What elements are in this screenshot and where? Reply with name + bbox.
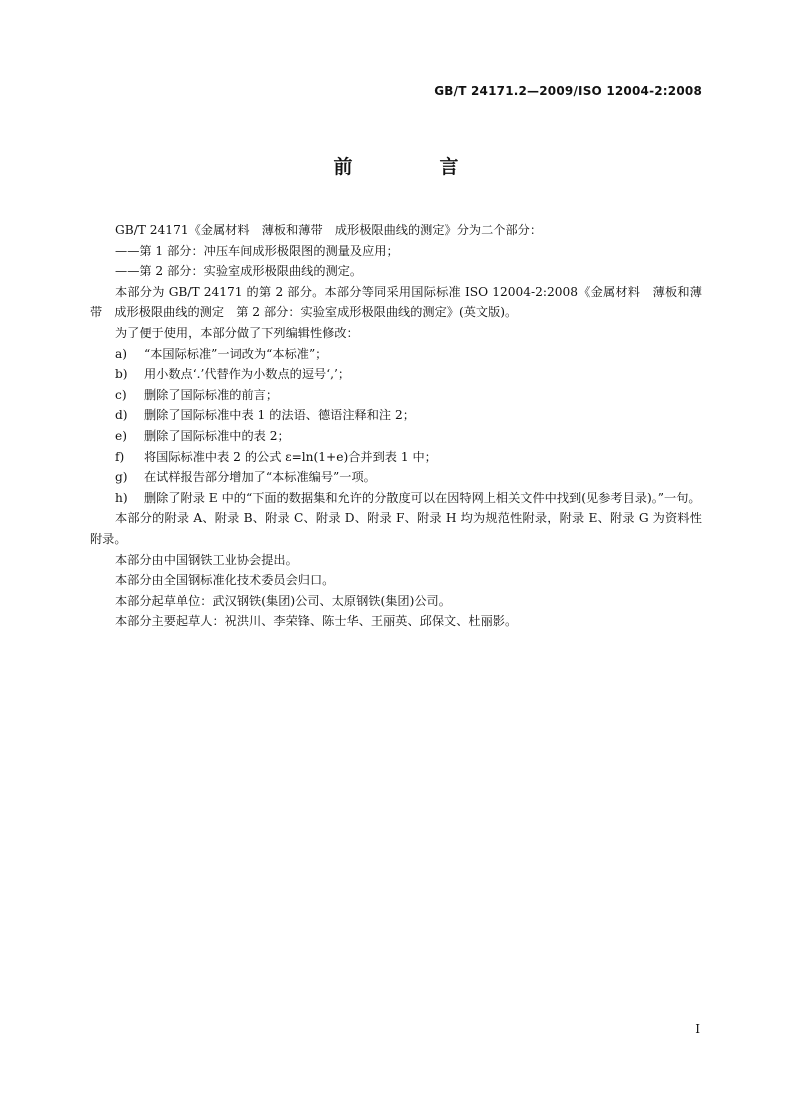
list-marker: h) — [115, 490, 128, 505]
paragraph: 本部分起草单位：武汉钢铁(集团)公司、太原钢铁(集团)公司。 — [115, 593, 451, 608]
list-item-text: 删除了国际标准中表 1 的法语、德语注释和注 2； — [144, 408, 415, 423]
paragraph: 本部分由全国钢标准化技术委员会归口。 — [115, 573, 335, 588]
paragraph: 本部分由中国钢铁工业协会提出。 — [115, 552, 298, 567]
list-item — [90, 344, 702, 365]
list-item-text: 将国际标准中表 2 的公式 ε=ln(1+e)合并到表 1 中； — [144, 449, 437, 464]
list-marker: a) — [115, 346, 128, 361]
list-item-text: 删除了附录 E 中的“下面的数据集和允许的分散度可以在因特网上相关文件中找到(见参考目录)。”一句。 — [144, 490, 701, 505]
paragraph: ——第 1 部分：冲压车间成形极限图的测量及应用； — [115, 243, 399, 258]
list-marker: c) — [115, 387, 127, 402]
list-marker: g) — [115, 470, 128, 485]
page-number: I — [695, 1022, 700, 1036]
list-item-text: 删除了国际标准的前言； — [144, 387, 279, 402]
paragraph: 本部分主要起草人：祝洪川、李荣锋、陈士华、王丽英、邱保文、杜丽影。 — [115, 614, 518, 629]
paragraph: 本部分的附录 A、附录 B、附录 C、附录 D、附录 F、附录 H 均为规范性附录，附录 E、附录 G 为资料性附录。 — [90, 511, 702, 546]
list-item — [90, 364, 702, 385]
list-marker: f) — [115, 449, 125, 464]
list-marker: e) — [115, 428, 127, 443]
standard-code-header: GB/T 24171.2—2009/ISO 12004-2:2008 — [434, 84, 702, 98]
paragraph: GB/T 24171《金属材料 薄板和薄带 成形极限曲线的测定》分为二个部分： — [115, 223, 543, 237]
list-item — [90, 385, 702, 406]
list-item — [90, 426, 702, 447]
list-marker: b) — [115, 367, 128, 382]
list-item-text: 用小数点‘.’代替作为小数点的逗号‘,’； — [144, 367, 351, 382]
paragraph: 本部分为 GB/T 24171 的第 2 部分。本部分等同采用国际标准 ISO 12004-2:2008《金属材料 薄板和薄带 成形极限曲线的测定 第 2 部分：实验室成形极限曲线的测定》(英文版)。 — [90, 284, 702, 320]
list-item-text: 在试样报告部分增加了“本标准编号”一项。 — [144, 470, 376, 485]
list-item — [90, 467, 702, 488]
paragraph: ——第 2 部分：实验室成形极限曲线的测定。 — [115, 264, 363, 279]
list-marker: d) — [115, 408, 128, 423]
list-item — [90, 447, 702, 468]
list-item — [90, 405, 702, 426]
list-item-text: “本国际标准”一词改为“本标准”； — [144, 346, 328, 361]
paragraph: 为了便于使用，本部分做了下列编辑性修改： — [115, 325, 359, 340]
list-item — [90, 488, 702, 509]
list-item-text: 删除了国际标准中的表 2； — [144, 428, 290, 443]
foreword-body — [90, 220, 702, 632]
page-title: 前 言 — [333, 156, 493, 178]
